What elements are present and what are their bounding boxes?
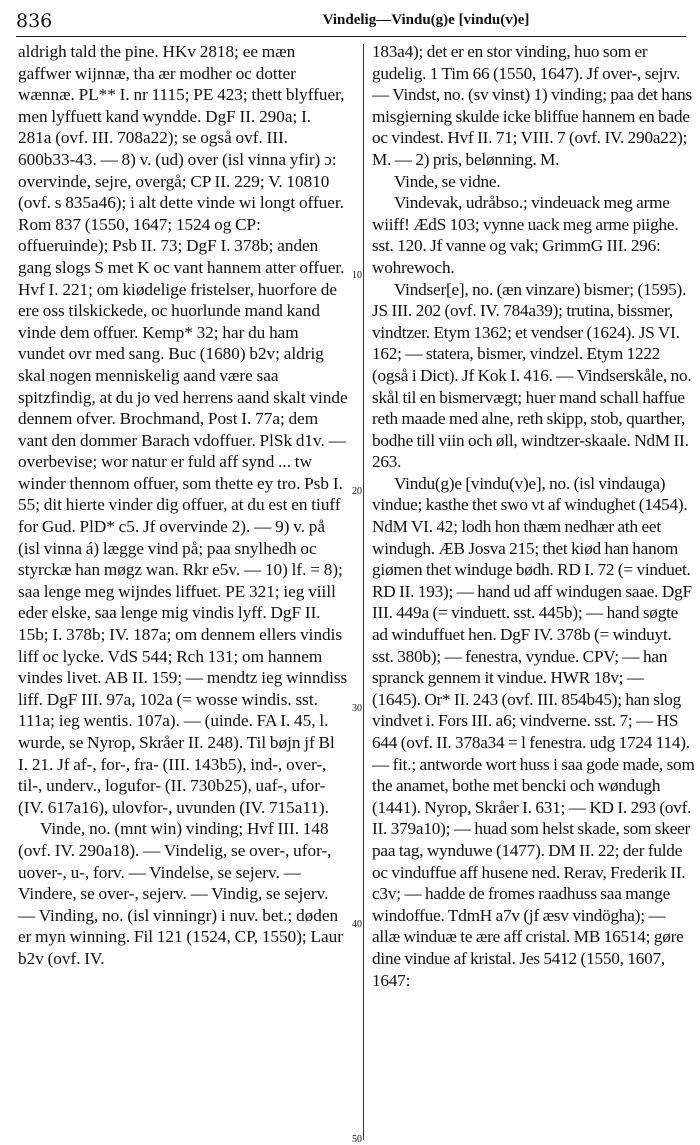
line-number: 10 (352, 270, 362, 281)
right-column (372, 41, 696, 1141)
line-number: 40 (352, 919, 362, 930)
column-divider (363, 44, 364, 1140)
line-number: 50 (352, 1134, 362, 1145)
entry-vinde-se-vidne: Vinde, se vidne. (394, 171, 501, 191)
page-header (16, 10, 686, 37)
entry-text: 183a4); det er en stor vinding, huo som er gudelig. 1 Tim 66 (1550, 1647). Jf over-, sejrv. — Vindst, no. (sv vinst) 1) vinding; paa det hans misgierning skulde icke bliffue hannem en bade oc vindest. Hvf II. 71; VIII. 7 (ovf. IV. 290a22); M. — 2) pris, belønning. M. (372, 42, 692, 169)
running-head: Vindelig—Vindu(g)e [vindu(v)e] (322, 12, 530, 28)
entry-vindevak: Vindevak, udråbso.; vindeuack meg arme wiiff! ÆdS 103; vynne uack meg arme piighe. sst. 120. Jf vanne og vak; GrimmG III. 296: wohrewoch. (372, 193, 679, 277)
line-number: 30 (352, 703, 362, 714)
entry-text: aldrigh tald the pine. HKv 2818; ee mæn gaffwer wijnnæ, tha ær modher oc dotter wænnæ. PL** I. nr 1115; PE 423; thett blyffuer, men lyffuett kand wyndde. DgF II. 290a; I. 281a (ovf. III. 708a22); se også ovf. III. 600b33-43. — 8) v. (ud) over (isl vinna yfir) ɔ: overvinde, sejre, overgå; CP II. 229; V. 10810 (ovf. s 835a46); i alt dette vinde wi longt offuer. Rom 837 (1550, 1647; 1524 og CP: offueruinde); Psb II. 73; DgF I. 378b; anden gang slogs S met K oc vant hannem atter offuer. Hvf I. 221; om kiødelige fristelser, huorfore de ere oss tilskickede, oc huorlunde mand kand vinde dem offuer. Kemp* 32; har du ham vundet ovr med sang. Buc (1680) b2v; aldrig skal nogen menniskelig aand være saa spitzfindig, at du jo ved herrens aand skalt vinde dennem ofver. Brochmand, Post I. 77a; dem vant den dommer Barach vdoffuer. PlSk d1v. — overbevise; wor natur er fuld aff synd ... tw winder thennom offuer, som thette ey tro. Psb I. 55; dit hierte vinder dig offuer, at du est en tiuff for Gud. PlD* c5. Jf overvinde 2). — 9) v. på (isl vinna á) lægge vind på; paa snylhedh oc styrckæ han møgz wan. Rkr e5v. — 10) lf. = 8); saa lenge meg wijndes liffuet. PE 321; ieg viill eder elske, saa lenge mig vindis lyff. DgF II. 15b; I. 378b; IV. 187a; om dennem ellers vindis liff oc lycke. VdS 544; Rch 131; om hannem vindes livet. AB II. 159; — mendtz ieg winndiss liff. DgF III. 97a, 102a (= wosse windis. sst. 111a; ieg wentis. 107a). — (uinde. FA I. 45, l. wurde, se Nyrop, Skråer II. 248). Til bøjn jf Bl I. 21. Jf af-, for-, fra- (III. 143b5), ind-, over-, til-, underv., logufor- (II. 730b25), uaf-, ufor- (IV. 617a16), ulovfor-, uvunden (IV. 715a11). (18, 42, 348, 817)
left-column (18, 41, 348, 1141)
entry-vinde-no: Vinde, no. (mnt win) vinding; Hvf III. 148 (ovf. IV. 290a18). — Vindelig, se over-, ufor-, uover-, u-, forv. — Vindelse, se sejerv. — Vindere, se over-, sejerv. — Vindig, se sejerv. — Vinding, no. (isl vinningr) i nuv. bet.; døden er myn winning. Fil 121 (1524, CP, 1550); Laur b2v (ovf. IV. (18, 819, 343, 968)
entry-vinduge: Vindu(g)e [vindu(v)e], no. (isl vindauga) vindue; kasthe thet swo vt af windughet (1454). NdM VI. 42; lodh hon thæm nedhær ath eet windugh. ÆB Josva 215; thet kiød han hanom giømen thet winduge bødh. RD I. 72 (= vinduet. RD II. 193); — hand ud aff windugen saae. DgF III. 449a (= vinduett. sst. 445b); — hand søgte ad winduffuet hen. DgF IV. 378b (= winduyt. sst. 380b); — fenestra, vyndue. CPV; — han spranck gennem it vindue. HWR 18v; — (1645). Or* II. 243 (ovf. III. 854b45); han slog vindvet i. Fors III. a6; vindverne. sst. 7; — HS 644 (ovf. II. 378a34 = l fenestra. udg 1724 114). — fit.; antworde wort huss i saa gode made, som the anamet, bothe met bencki och wøndugh (1441). Nyrop, Skråer I. 631; — KD I. 293 (ovf. II. 379a10); — huad som helst skade, som skeer paa tag, wynduwe (1477). DM II. 22; der fulde oc vinduffue aff husene ned. Rerav, Frederik II. c3v; — hadde de fromes raadhuss saa mange windoffue. TdmH a7v (jf æsv vindögha); — allæ winduæ te ære aff cristal. MB 16514; gøre dine vindue af kristal. Jes 5412 (1550, 1607, 1647: (372, 473, 695, 990)
line-number: 20 (352, 486, 362, 497)
entry-vindser: Vindser[e], no. (æn vinzare) bismer; (1595). JS III. 202 (ovf. IV. 784a39); trutina, bissmer, vindtzer. Etym 1362; et vendser (1624). JS VI. 162; — statera, bismer, vindzel. Etym 1222 (også i Dict). Jf Kok I. 416. — Vindserskåle, no. skål til en bismervægt; huer mand schall haffue reth maade med alne, reth skipp, stob, quarther, bodhe till viin och øll, windtzer-skaale. NdM II. 263. (372, 279, 692, 472)
page-number: 836 (16, 10, 53, 32)
